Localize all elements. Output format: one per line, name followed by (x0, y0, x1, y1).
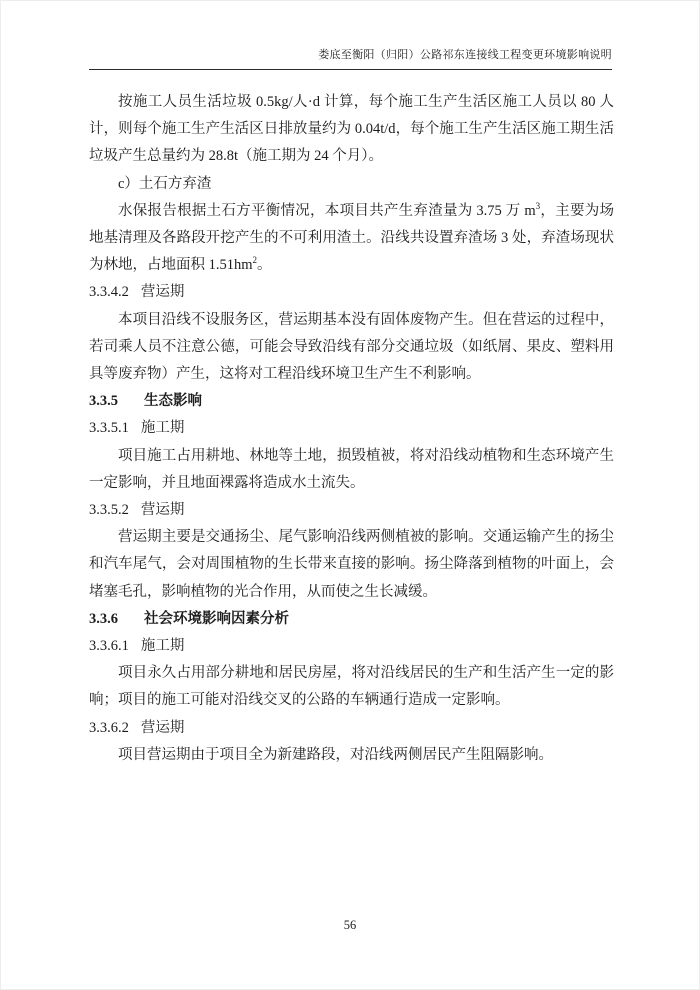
heading-number: 3.3.5 (89, 393, 118, 410)
page-header-title: 娄底至衡阳（归阳）公路祁东连接线工程变更环境影响说明 (318, 49, 612, 61)
section-heading (89, 415, 614, 442)
text-run: 项目永久占用部分耕地和居民房屋，将对沿线居民的生产和生活产生一定的影响；项目的施工可能对沿线交叉的公路的车辆通行造成一定影响。 (89, 665, 614, 709)
heading-title: 营运期 (140, 502, 185, 519)
paragraph (89, 742, 614, 769)
text-run: 本项目沿线不设服务区，营运期基本没有固体废物产生。但在营运的过程中，若司乘人员不注意公德，可能会导致沿线有部分交通垃圾（如纸屑、果皮、塑料用具等废弃物）产生，这将对工程沿线环境卫生产生不利影响。 (89, 311, 614, 383)
section-heading (89, 606, 614, 633)
text-run: 水保报告根据土石方平衡情况，本项目共产生弃渣量为 3.75 万 m (118, 202, 536, 219)
page-number: 56 (343, 918, 357, 932)
paragraph (89, 307, 614, 389)
heading-number: 3.3.6 (89, 610, 118, 627)
text-run: 。 (257, 257, 272, 274)
heading-title: 营运期 (140, 719, 185, 736)
heading-number: 3.3.5.2 (89, 502, 129, 519)
heading-number: 3.3.4.2 (89, 284, 129, 301)
paragraph (89, 198, 614, 280)
section-heading (89, 715, 614, 742)
section-heading (89, 388, 614, 415)
heading-number: 3.3.5.1 (89, 420, 129, 437)
heading-number: 3.3.6.1 (89, 638, 129, 655)
section-heading (89, 497, 614, 524)
section-heading (89, 279, 614, 306)
heading-title: 营运期 (140, 284, 185, 301)
heading-title: 社会环境影响因素分析 (144, 610, 289, 627)
paragraph (89, 524, 614, 606)
text-run: 项目施工占用耕地、林地等土地，损毁植被，将对沿线动植物和生态环境产生一定影响，并且地面裸露将造成水土流失。 (89, 447, 614, 491)
header-rule (89, 69, 612, 70)
text-run: ，主要为场地基清理及各路段开挖产生的不可利用渣土。沿线共设置弃渣场 3 处，弃渣场现状为林地，占地面积 1.51hm (89, 202, 614, 274)
section-heading (89, 633, 614, 660)
superscript: 3 (535, 200, 541, 211)
text-run: c）土石方弃渣 (118, 175, 212, 192)
text-run: 按施工人员生活垃圾 0.5kg/人·d 计算，每个施工生产生活区施工人员以 80 人计，则每个施工生产生活区日排放量约为 0.04t/d，每个施工生产生活区施工期生活垃圾产生总量约为 28.8t（施工期为 24 个月）。 (89, 94, 614, 165)
paragraph (89, 443, 614, 497)
heading-title: 生态影响 (144, 393, 202, 410)
list-item (89, 171, 614, 198)
paragraph (89, 89, 614, 171)
superscript: 2 (252, 255, 258, 266)
heading-title: 施工期 (140, 420, 185, 437)
text-run: 项目营运期由于项目全为新建路段，对沿线两侧居民产生阻隔影响。 (118, 746, 553, 763)
text-run: 营运期主要是交通扬尘、尾气影响沿线两侧植被的影响。交通运输产生的扬尘和汽车尾气，会对周围植物的生长带来直接的影响。扬尘降落到植物的叶面上，会堵塞毛孔，影响植物的光合作用，从而使之生长减缓。 (89, 529, 614, 600)
heading-title: 施工期 (140, 638, 185, 655)
document-body (89, 89, 614, 769)
paragraph (89, 660, 614, 714)
heading-number: 3.3.6.2 (89, 719, 129, 736)
